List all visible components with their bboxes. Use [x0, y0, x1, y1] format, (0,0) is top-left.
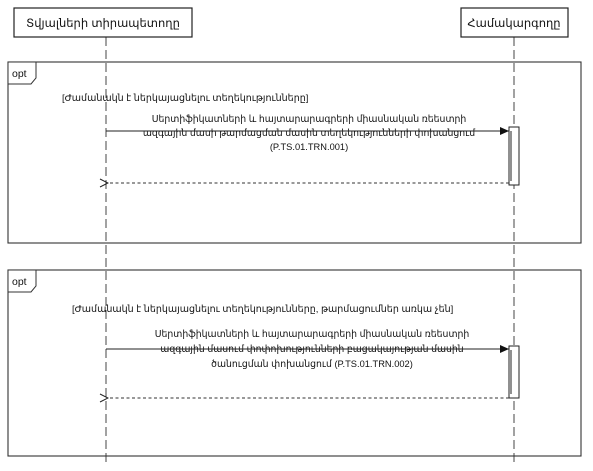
message-line: (P.TS.01.TRN.001) [269, 142, 349, 152]
participant-coordinator [461, 8, 568, 37]
opt-operator-label: opt [12, 68, 27, 80]
message-line: Սերտիֆիկատների և հայտարարագրերի միասնական ռեեստրի [151, 114, 467, 124]
opt-fragment-2 [8, 270, 581, 456]
message-line: ազգային մասում փոփոխությունների բացակայության մասին [160, 344, 464, 354]
participant-data-owner-label: Տվյալների տիրապետողը [26, 18, 180, 30]
participant-data-owner [14, 8, 192, 37]
opt-fragment-frame [8, 62, 581, 243]
participant-coordinator-label: Համակարգողը [467, 18, 561, 30]
opt-operator-label: opt [12, 276, 27, 288]
opt-fragment-1 [8, 62, 581, 243]
message-line: Սերտիֆիկատների և հայտարարագրերի միասնական ռեեստրի [154, 329, 470, 339]
opt-guard-condition: [Ժամանակն է ներկայացնելու տեղեկությունները] [62, 93, 309, 104]
message-line: ծանուցման փոխանցում (P.TS.01.TRN.002) [211, 359, 413, 369]
message-line: ազգային մասի թարմացման մասին տեղեկությունների փոխանցում [142, 128, 476, 138]
opt-guard-condition: [Ժամանակն է ներկայացնելու տեղեկությունները, թարմացումներ առկա չեն] [72, 304, 454, 315]
